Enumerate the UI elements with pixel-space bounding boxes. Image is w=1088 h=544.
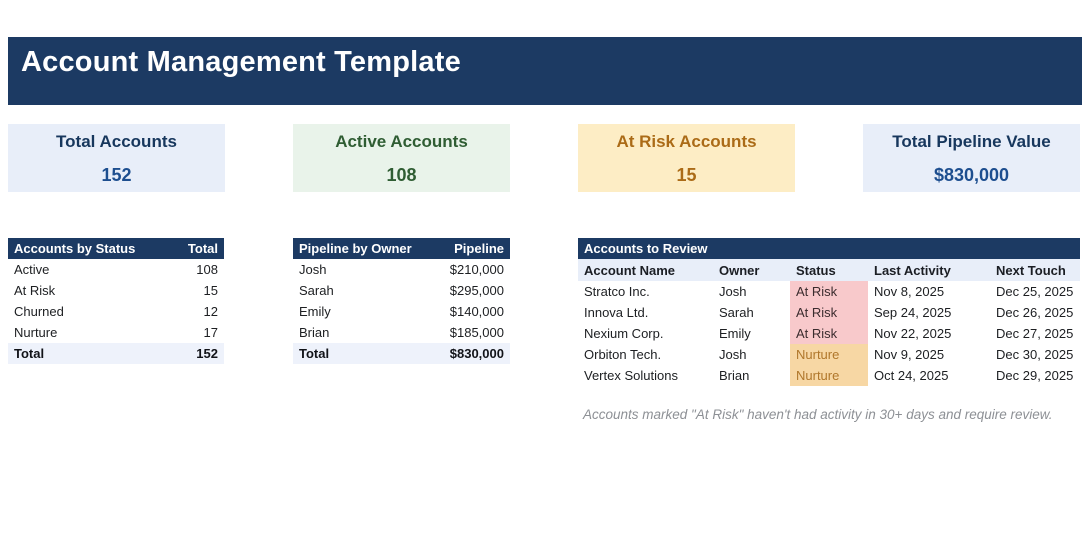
pipeline-by-owner-table (293, 238, 510, 364)
cell-last-activity[interactable]: Oct 24, 2025 (874, 368, 949, 383)
cell-last-activity[interactable]: Nov 9, 2025 (874, 347, 945, 362)
value-column-header: Total (187, 241, 218, 256)
table-row[interactable] (8, 280, 224, 301)
cell-owner[interactable]: Emily (719, 326, 751, 341)
status-badge[interactable]: Nurture (790, 365, 868, 386)
table-title: Accounts to Review (584, 241, 708, 256)
table-total-row[interactable] (8, 343, 224, 364)
status-badge[interactable]: Nurture (790, 344, 868, 365)
table-row[interactable] (293, 280, 510, 301)
table-row[interactable] (8, 259, 224, 280)
cell-next-touch[interactable]: Dec 27, 2025 (996, 326, 1074, 341)
column-label-last-activity: Last Activity (874, 262, 951, 278)
row-value: $295,000 (449, 283, 504, 298)
cell-owner[interactable]: Sarah (719, 305, 754, 320)
pipeline-by-owner-header[interactable] (293, 238, 510, 259)
card-label: Total Pipeline Value (892, 132, 1051, 151)
cell-account-name[interactable]: Nexium Corp. (584, 326, 664, 341)
row-label: Total (299, 346, 330, 361)
cell-last-activity[interactable]: Sep 24, 2025 (874, 305, 952, 320)
row-label: At Risk (14, 283, 56, 298)
accounts-by-status-header[interactable] (8, 238, 224, 259)
table-row[interactable] (293, 259, 510, 280)
cell-account-name[interactable]: Innova Ltd. (584, 305, 649, 320)
card-label: Total Accounts (56, 132, 177, 151)
card-total-accounts[interactable] (8, 124, 225, 192)
card-label: Active Accounts (335, 132, 468, 151)
cell-owner[interactable]: Brian (719, 368, 750, 383)
page-title: Account Management Template (21, 46, 461, 78)
value-column-header: Pipeline (454, 241, 504, 256)
accounts-to-review-table (578, 238, 1080, 386)
card-total-pipeline-value[interactable] (863, 124, 1080, 192)
table-row[interactable] (293, 301, 510, 322)
review-column-header-row[interactable] (578, 259, 1080, 281)
row-value: $185,000 (449, 325, 504, 340)
row-label: Active (14, 262, 50, 277)
card-active-accounts[interactable] (293, 124, 510, 192)
row-label: Josh (299, 262, 327, 277)
table-row[interactable] (578, 365, 1080, 386)
card-value: 152 (101, 165, 132, 185)
cell-account-name[interactable]: Stratco Inc. (584, 284, 650, 299)
column-label-owner: Owner (719, 262, 760, 278)
cell-account-name[interactable]: Orbiton Tech. (584, 347, 662, 362)
cell-last-activity[interactable]: Nov 22, 2025 (874, 326, 952, 341)
row-label: Nurture (14, 325, 58, 340)
card-value: 108 (386, 165, 417, 185)
status-badge[interactable]: At Risk (790, 302, 868, 323)
row-label: Churned (14, 304, 64, 319)
row-value: 12 (203, 304, 218, 319)
cell-account-name[interactable]: Vertex Solutions (584, 368, 678, 383)
table-row[interactable] (578, 302, 1080, 323)
row-value: 152 (196, 346, 218, 361)
column-label-next-touch: Next Touch (996, 262, 1066, 278)
cell-next-touch[interactable]: Dec 29, 2025 (996, 368, 1074, 383)
row-value: $830,000 (449, 346, 504, 361)
row-value: 17 (203, 325, 218, 340)
table-row[interactable] (293, 322, 510, 343)
table-row[interactable] (8, 301, 224, 322)
accounts-to-review-title-bar[interactable] (578, 238, 1080, 259)
card-value: $830,000 (933, 165, 1010, 185)
card-value: 15 (676, 165, 697, 185)
table-total-row[interactable] (293, 343, 510, 364)
cell-next-touch[interactable]: Dec 26, 2025 (996, 305, 1074, 320)
at-risk-footnote: Accounts marked "At Risk" haven't had activity in 30+ days and require review. (583, 407, 1053, 422)
table-row[interactable] (8, 322, 224, 343)
card-at-risk-accounts[interactable] (578, 124, 795, 192)
row-value: $210,000 (449, 262, 504, 277)
column-label-account-name: Account Name (584, 262, 676, 278)
column-label-status: Status (796, 262, 836, 278)
row-label: Brian (299, 325, 330, 340)
cell-owner[interactable]: Josh (719, 347, 747, 362)
row-value: 108 (196, 262, 218, 277)
table-row[interactable] (578, 281, 1080, 302)
status-badge[interactable]: At Risk (790, 323, 868, 344)
accounts-by-status-table (8, 238, 224, 364)
row-label: Total (14, 346, 45, 361)
table-row[interactable] (578, 344, 1080, 365)
table-row[interactable] (578, 323, 1080, 344)
row-value: $140,000 (449, 304, 504, 319)
table-title: Pipeline by Owner (299, 241, 412, 256)
cell-next-touch[interactable]: Dec 30, 2025 (996, 347, 1074, 362)
cell-owner[interactable]: Josh (719, 284, 747, 299)
table-title: Accounts by Status (14, 241, 136, 256)
card-label: At Risk Accounts (616, 132, 757, 151)
row-value: 15 (203, 283, 218, 298)
page-header-bar (8, 37, 1082, 105)
status-badge[interactable]: At Risk (790, 281, 868, 302)
cell-last-activity[interactable]: Nov 8, 2025 (874, 284, 945, 299)
row-label: Emily (299, 304, 331, 319)
row-label: Sarah (299, 283, 334, 298)
cell-next-touch[interactable]: Dec 25, 2025 (996, 284, 1074, 299)
